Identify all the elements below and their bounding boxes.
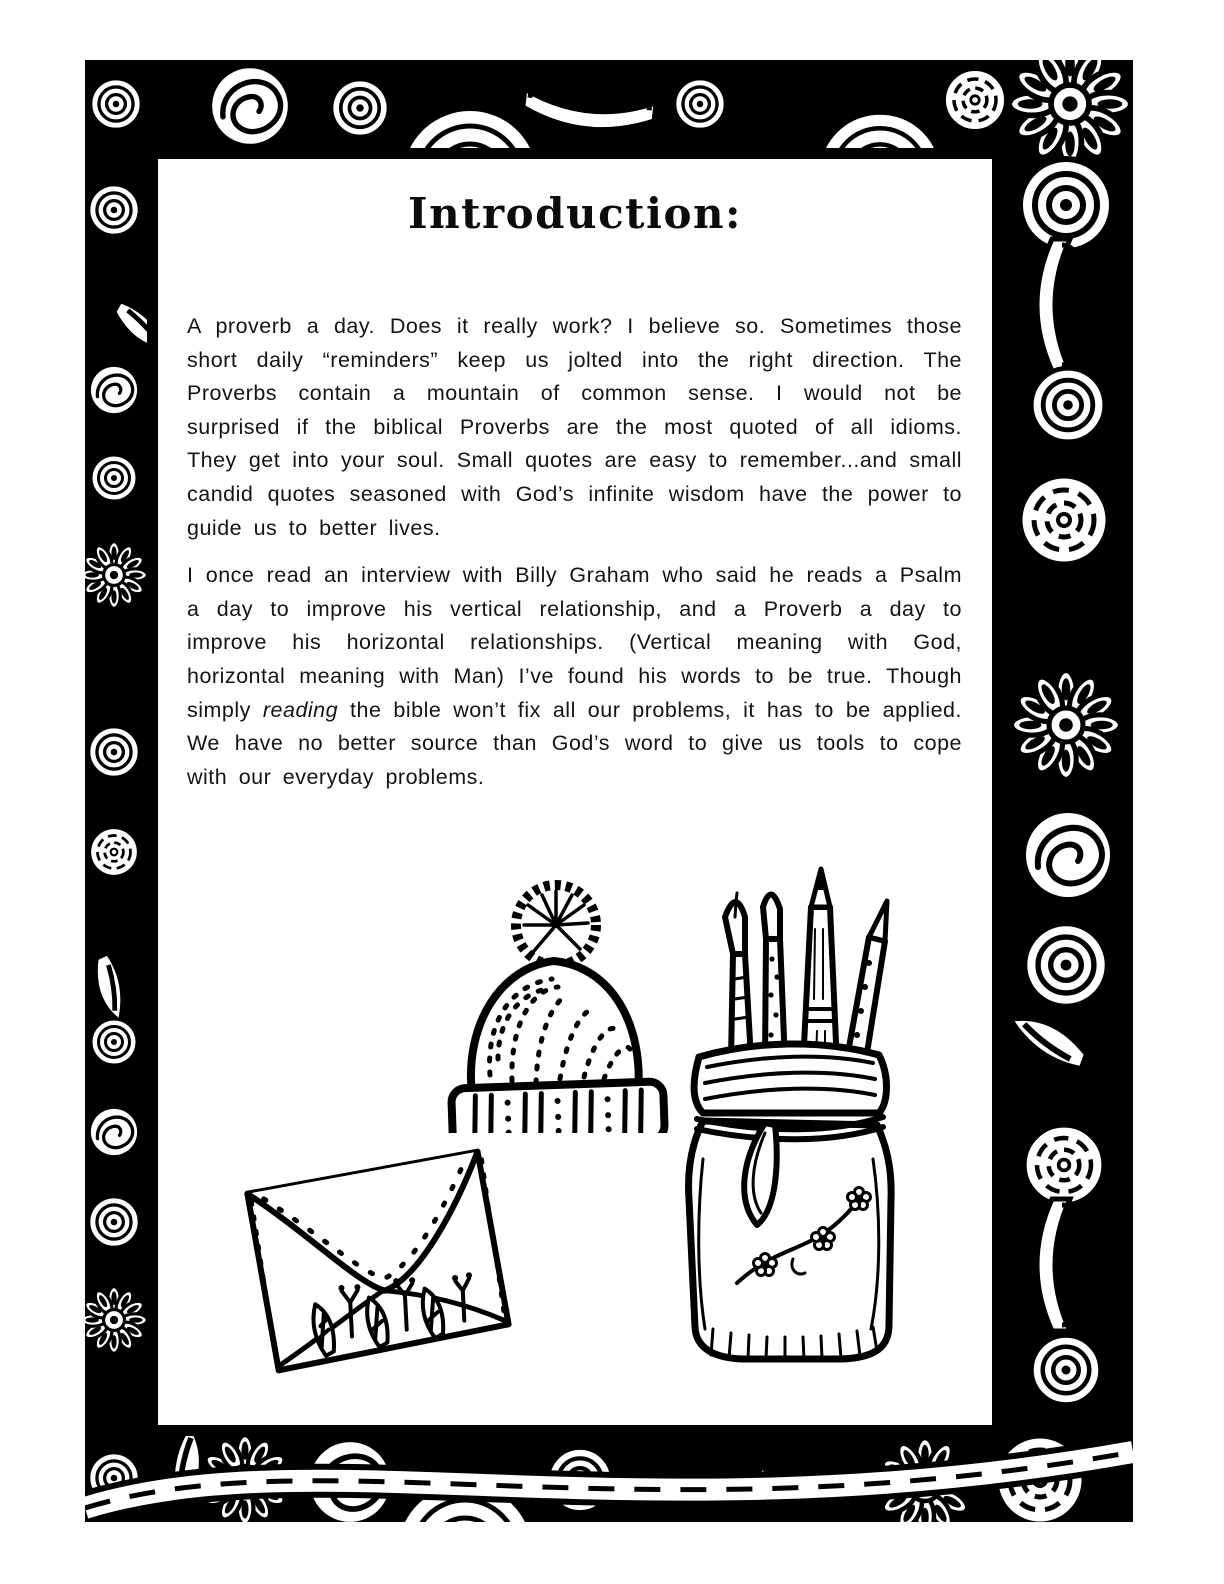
page-title: Introduction: — [407, 189, 743, 238]
envelope-illustration — [233, 1139, 523, 1379]
paragraph-2-italic-word: reading — [262, 697, 339, 722]
brush-jar-illustration — [673, 859, 908, 1364]
beanie-hat-illustration — [406, 863, 686, 1133]
paragraph-1: A proverb a day. Does it really work? I believe so. Sometimes those short daily “reminders” keep us jolted into the right direction. The Proverbs contain a mountain of common sense. I would not be surprised if the biblical Proverbs are the most quoted of all idioms. They get into your soul. Small quotes are easy to remember...and small candid quotes seasoned with God’s infinite wisdom have the power to guide us to better lives. — [187, 314, 962, 540]
paragraph-2-before: I once read an interview with Billy Graham who said he reads a Psalm a day to improve his vertical relationship, and a Proverb a day to improve his horizontal relationships. (Vertical meaning with God, horizontal meaning with Man) I’ve found his words to be true. Though simply — [187, 563, 962, 722]
paragraph-2-after: the bible won’t fix all our problems, it has to be applied. We have no better source than God’s word to give us tools to cope with our everyday problems. — [187, 697, 962, 789]
paragraph-2 — [187, 559, 962, 794]
content-frame — [147, 148, 1003, 1436]
title-wrap — [158, 189, 992, 238]
body-text — [158, 310, 992, 794]
